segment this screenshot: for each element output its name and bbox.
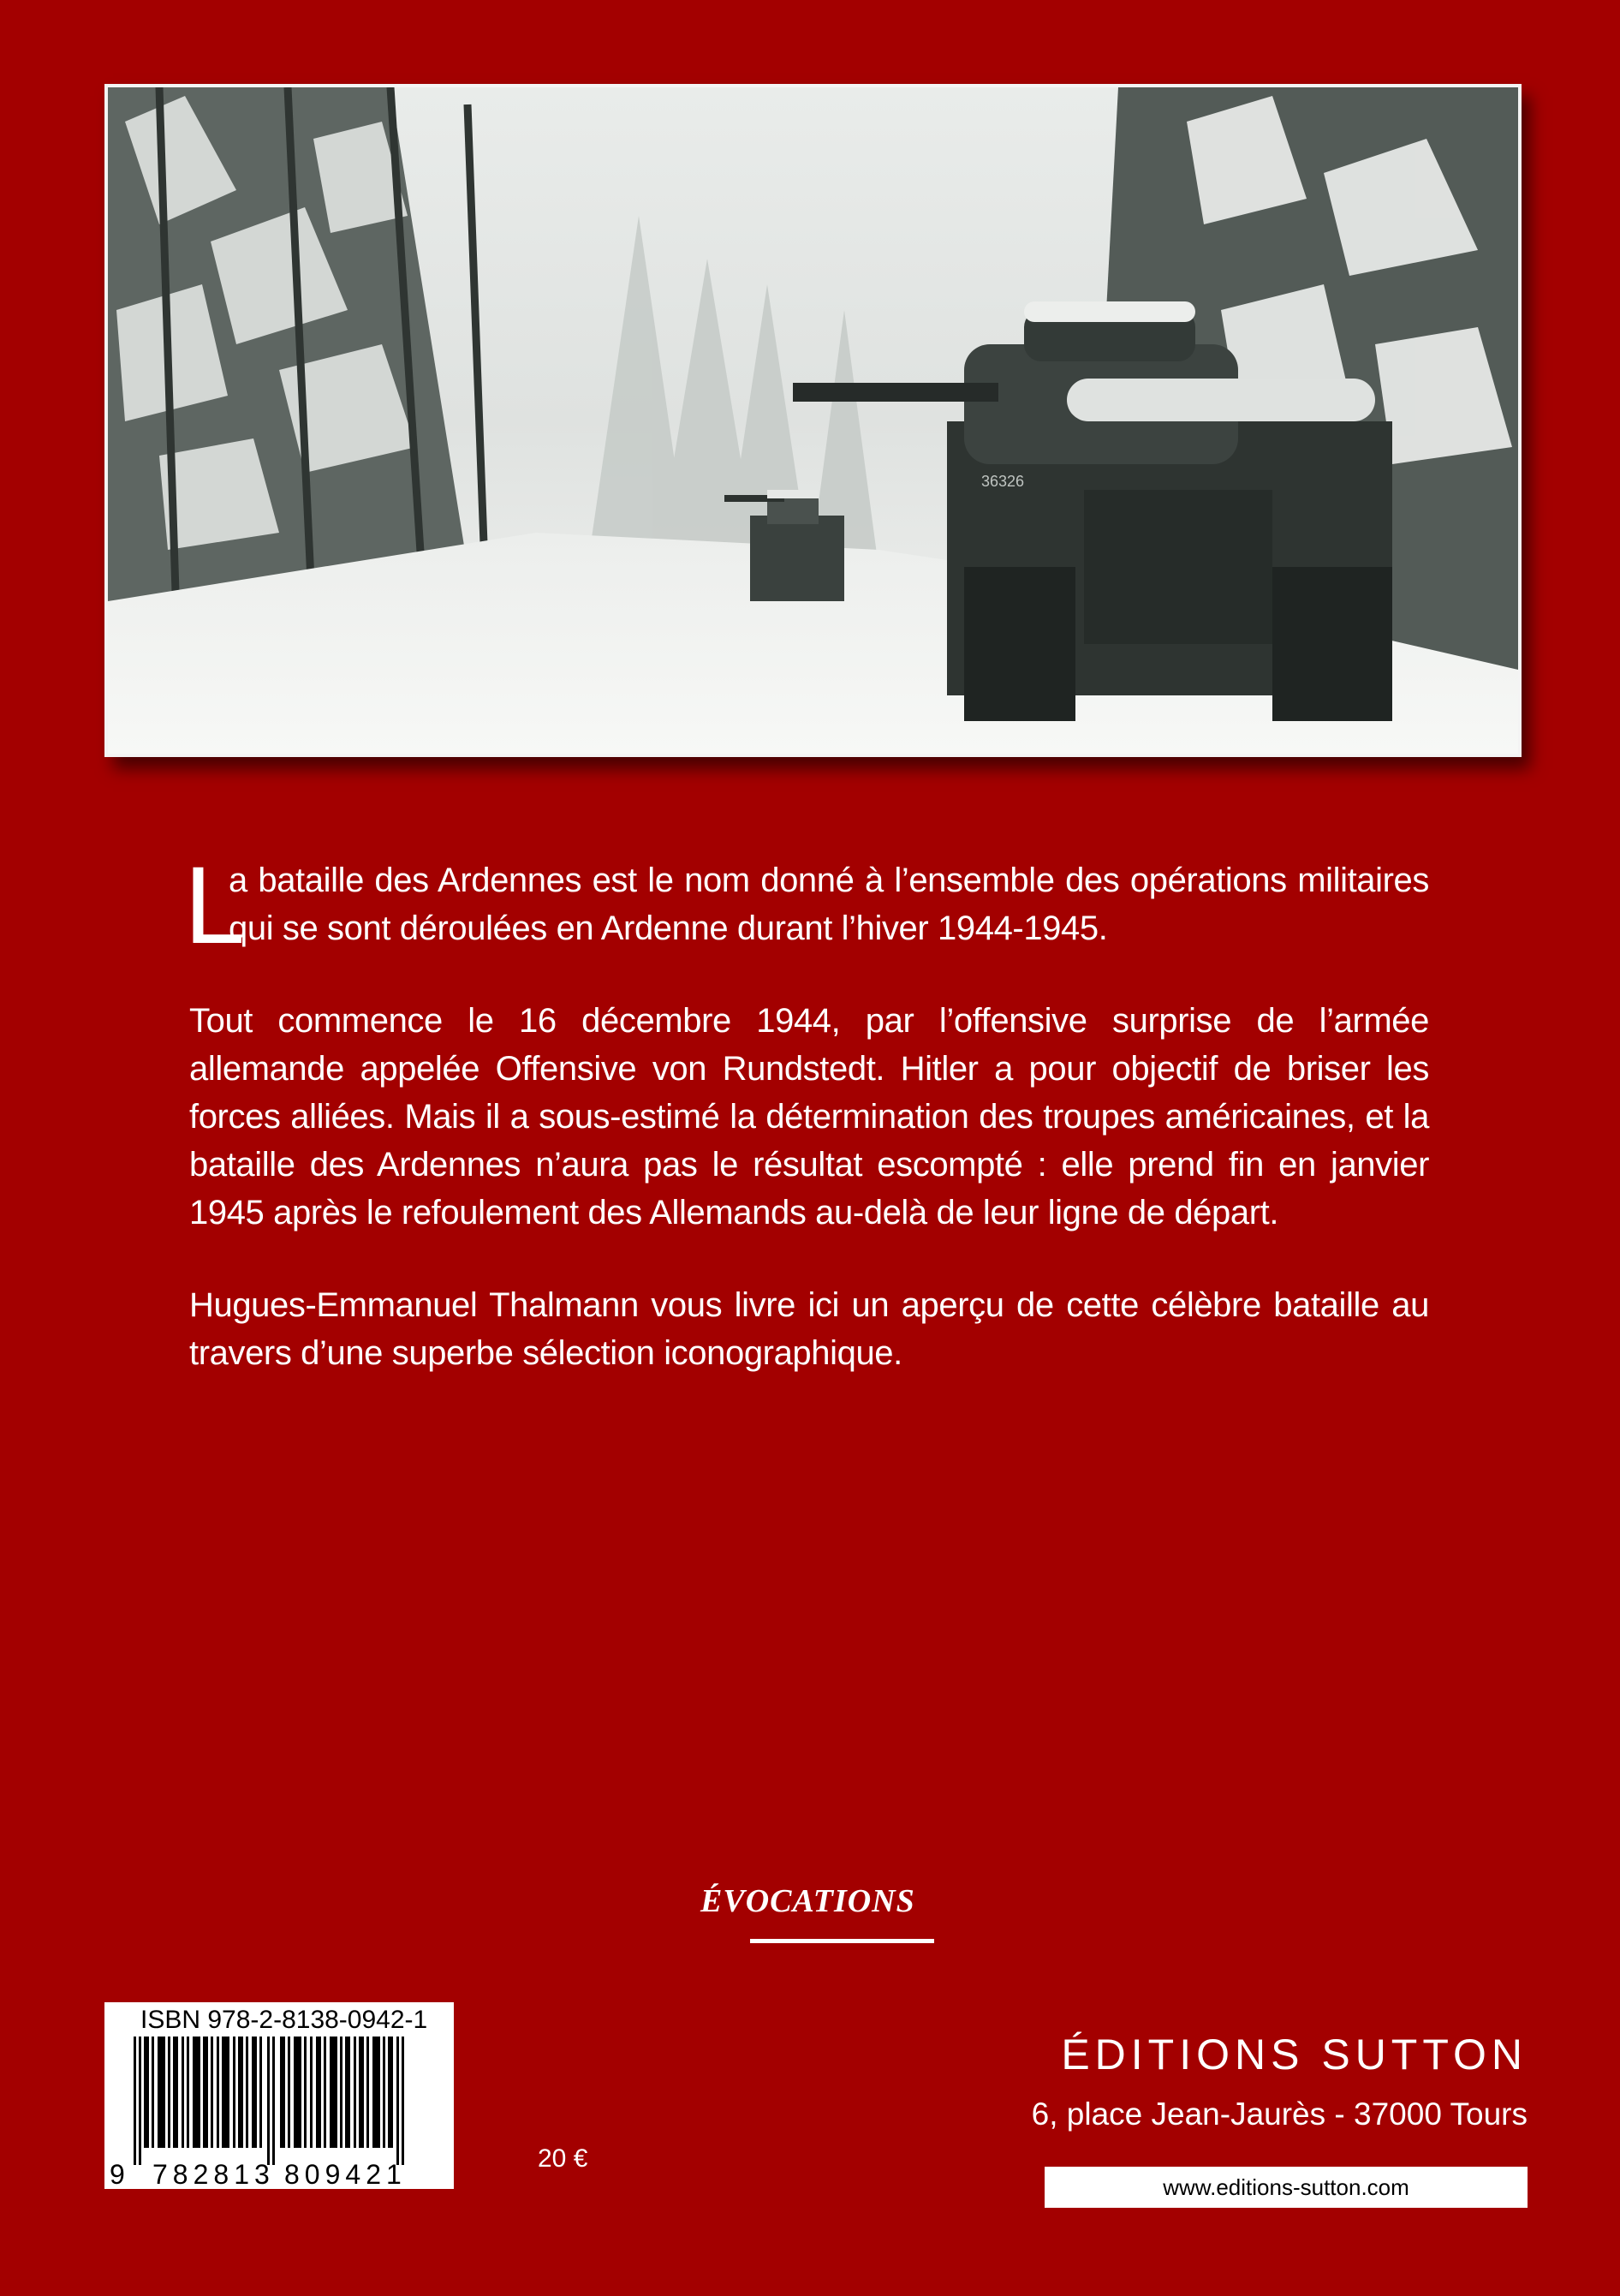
isbn-barcode [104,2002,454,2189]
publisher-address: 6, place Jean-Jaurès - 37000 Tours [1031,2096,1528,2132]
author-paragraph: Hugues-Emmanuel Thalmann vous livre ici un aperçu de cette célèbre bataille au travers d’une superbe sélection iconographique. [189,1286,1429,1372]
drop-cap: L [184,844,245,967]
winter-forest-tank-photo [108,87,1518,754]
barcode-first-digit: 9 [110,2159,125,2189]
back-cover-text [184,844,1429,1422]
price: 20 € [538,2144,588,2173]
logo-underline [750,1939,934,1943]
history-paragraph: Tout commence le 16 décembre 1944, par l’offensive surprise de l’armée allemande appelée Offensive von Rundstedt. Hitler a pour objectif de briser les forces alliées. Mais il a sous-estimé la détermination des troupes américaines, et la bataille des Ardennes n’aura pas le résultat escompté : elle prend fin en janvier 1945 après le refoulement des Allemands au-delà de leur ligne de départ. [189,1002,1429,1231]
barcode-left-digits: 782813 [152,2159,275,2189]
intro-paragraph [184,844,1429,967]
intro-paragraph-text: a bataille des Ardennes est le nom donné à l’ensemble des opérations militaires qui se sont déroulées en Ardenne durant l’hiver 1944-1945. [229,862,1429,947]
publisher-website: www.editions-sutton.com [1045,2167,1528,2208]
barcode-icon [104,2037,454,2189]
barcode-right-digits: 809421 [284,2159,407,2189]
evocations-logo [699,1882,938,1959]
logo-text: ÉVOCATIONS [700,1883,915,1919]
cover-photo [104,84,1522,757]
publisher-name: ÉDITIONS SUTTON [1061,2031,1528,2078]
isbn-number: ISBN 978-2-8138-0942-1 [140,2006,428,2034]
svg-text:36326: 36326 [981,473,1025,490]
